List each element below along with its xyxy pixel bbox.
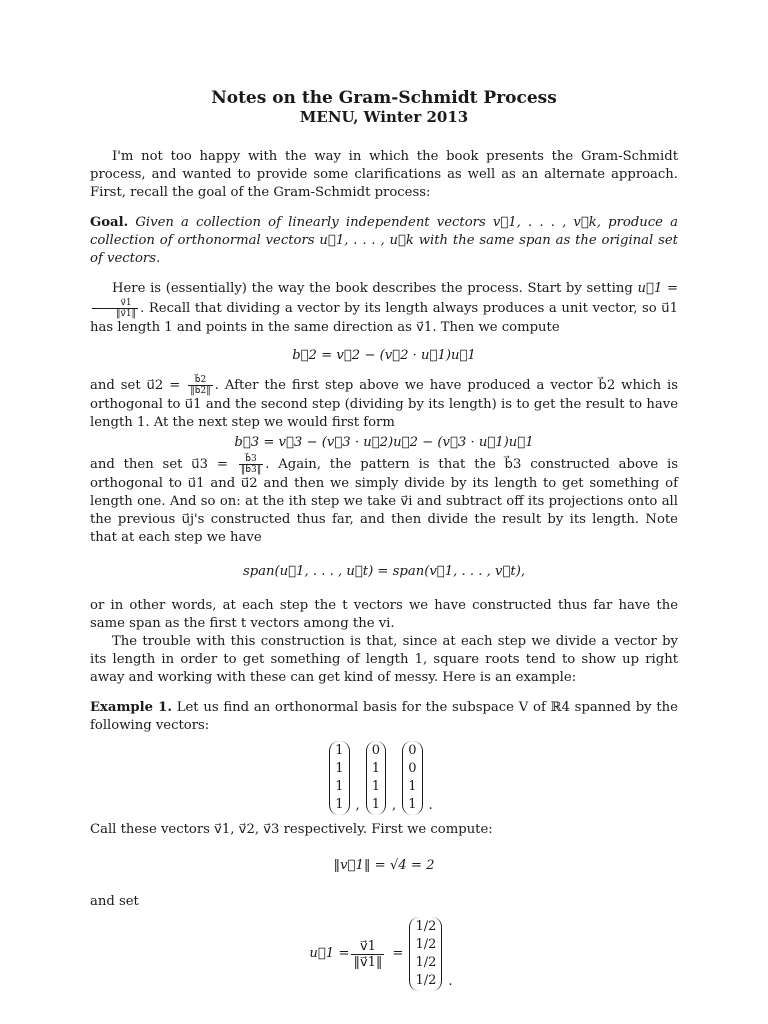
vector-v2	[366, 741, 386, 815]
u1-fraction	[92, 298, 138, 319]
u2-fraction	[188, 375, 212, 396]
fraction-numerator: b⃗3	[239, 454, 263, 465]
example-vectors	[90, 741, 678, 815]
vector-entry: 0	[408, 743, 417, 758]
fraction-numerator: b⃗2	[188, 375, 212, 386]
vector-entry: 1	[371, 797, 381, 812]
span-paragraph: or in other words, at each step the t vectors we have constructed thus far have the same span as the first t vectors among the vi.	[90, 598, 678, 631]
goal-label: Goal.	[90, 215, 129, 230]
vector-v3	[402, 741, 422, 815]
vector-entry: 1	[335, 797, 344, 812]
vector-end: .	[428, 798, 433, 813]
u1-lhs: u⃗1 =	[309, 946, 350, 961]
vector-entry: 1	[335, 761, 344, 776]
equation-b2: b⃗2 = v⃗2 − (v⃗2 · u⃗1)u⃗1	[292, 348, 476, 363]
u1-definition: u⃗1 =	[637, 281, 678, 296]
fraction-denominator: ‖b⃗3‖	[240, 465, 262, 475]
u3-fraction	[239, 454, 263, 475]
fraction-numerator: v⃗1	[351, 939, 384, 955]
vector-separator: ,	[355, 798, 360, 813]
equation-span: span(u⃗1, . . . , u⃗t) = span(v⃗1, . . . , v⃗t),	[242, 564, 526, 579]
goal-text: Given a collection of linearly independent vectors v⃗1, . . . , v⃗k, produce a collection of orthonormal vectors u⃗1, . . . , u⃗k with the same span as the original set of vectors.	[90, 215, 678, 266]
vector-entry: 1	[408, 797, 417, 812]
vector-entry: 1	[371, 779, 381, 794]
vector-entry: 1	[335, 743, 344, 758]
fraction-numerator: v⃗1	[92, 298, 138, 309]
document-page	[90, 88, 678, 997]
call-vectors-paragraph: Call these vectors v⃗1, v⃗2, v⃗3 respectively. First we compute:	[90, 822, 493, 837]
u1-fraction-large	[351, 939, 384, 970]
trouble-paragraph: The trouble with this construction is that, since at each step we divide a vector by its length in order to get something of length 1, square roots tend to show up right away and working with these can get kind of messy. Here is an example:	[90, 634, 678, 685]
and-set-paragraph: and set	[90, 894, 139, 909]
vector-end: .	[448, 974, 453, 989]
equation-u1	[90, 917, 678, 991]
b2-text-end: . After the first step above we have produced a vector b⃗2 which is orthogonal to u⃗1 and the second step (dividing by its length) is to get the result to have length 1. At the next step we would first form	[90, 378, 678, 430]
vector-entry: 1/2	[415, 919, 437, 934]
vector-entry: 1	[371, 761, 381, 776]
equation-norm: ‖v⃗1‖ = √4 = 2	[333, 858, 435, 873]
fraction-denominator: ‖v⃗1‖	[116, 309, 137, 319]
b3-paragraph	[90, 454, 678, 547]
fraction-denominator: ‖v⃗1‖	[353, 954, 383, 970]
goal-paragraph	[90, 214, 678, 268]
vector-v1	[329, 741, 349, 815]
process-text-end: . Recall that dividing a vector by its length always produces a unit vector, so u⃗1 has length 1 and points in the same direction as v⃗1. Then we compute	[90, 301, 678, 335]
vector-entry: 1/2	[415, 973, 437, 988]
example-paragraph	[90, 699, 678, 735]
vector-separator: ,	[392, 798, 397, 813]
process-paragraph	[90, 280, 678, 337]
process-text-start: Here is (essentially) the way the book describes the process. Start by setting	[112, 281, 638, 296]
vector-entry: 0	[371, 743, 381, 758]
intro-paragraph: I'm not too happy with the way in which the book presents the Gram-Schmidt process, and wanted to provide some clarifications as well as an alternate approach. First, recall the goal of the Gram-Schmidt process:	[90, 149, 678, 200]
equation-b3: b⃗3 = v⃗3 − (v⃗3 · u⃗2)u⃗2 − (v⃗3 · u⃗1)u⃗1	[234, 435, 534, 450]
document-title: Notes on the Gram-Schmidt Process	[211, 88, 557, 108]
b2-text-start: and set u⃗2 =	[90, 378, 181, 393]
vector-u1	[409, 917, 442, 991]
b3-text-start: and then set u⃗3 =	[90, 457, 228, 472]
equals-sign: =	[392, 946, 404, 961]
vector-entry: 1/2	[415, 955, 437, 970]
fraction-denominator: ‖b⃗2‖	[190, 386, 211, 396]
b2-paragraph	[90, 375, 678, 432]
vector-entry: 1	[335, 779, 344, 794]
vector-entry: 1	[408, 779, 417, 794]
example-label: Example 1.	[90, 700, 172, 715]
example-text: Let us find an orthonormal basis for the subspace V of ℝ4 spanned by the following vectors:	[90, 700, 678, 733]
vector-entry: 1/2	[415, 937, 437, 952]
b3-text-end: . Again, the pattern is that the b⃗3 constructed above is orthogonal to u⃗1 and u⃗2 and then we simply divide by its length to get something of length one. And so on: at the ith step we take v⃗i and subtract off its projections onto all the previous u⃗j's constructed thus far, and then divide the result by its length. Note that at each step we have	[90, 457, 678, 545]
document-subtitle: MENU, Winter 2013	[299, 108, 469, 126]
vector-entry: 0	[408, 761, 417, 776]
